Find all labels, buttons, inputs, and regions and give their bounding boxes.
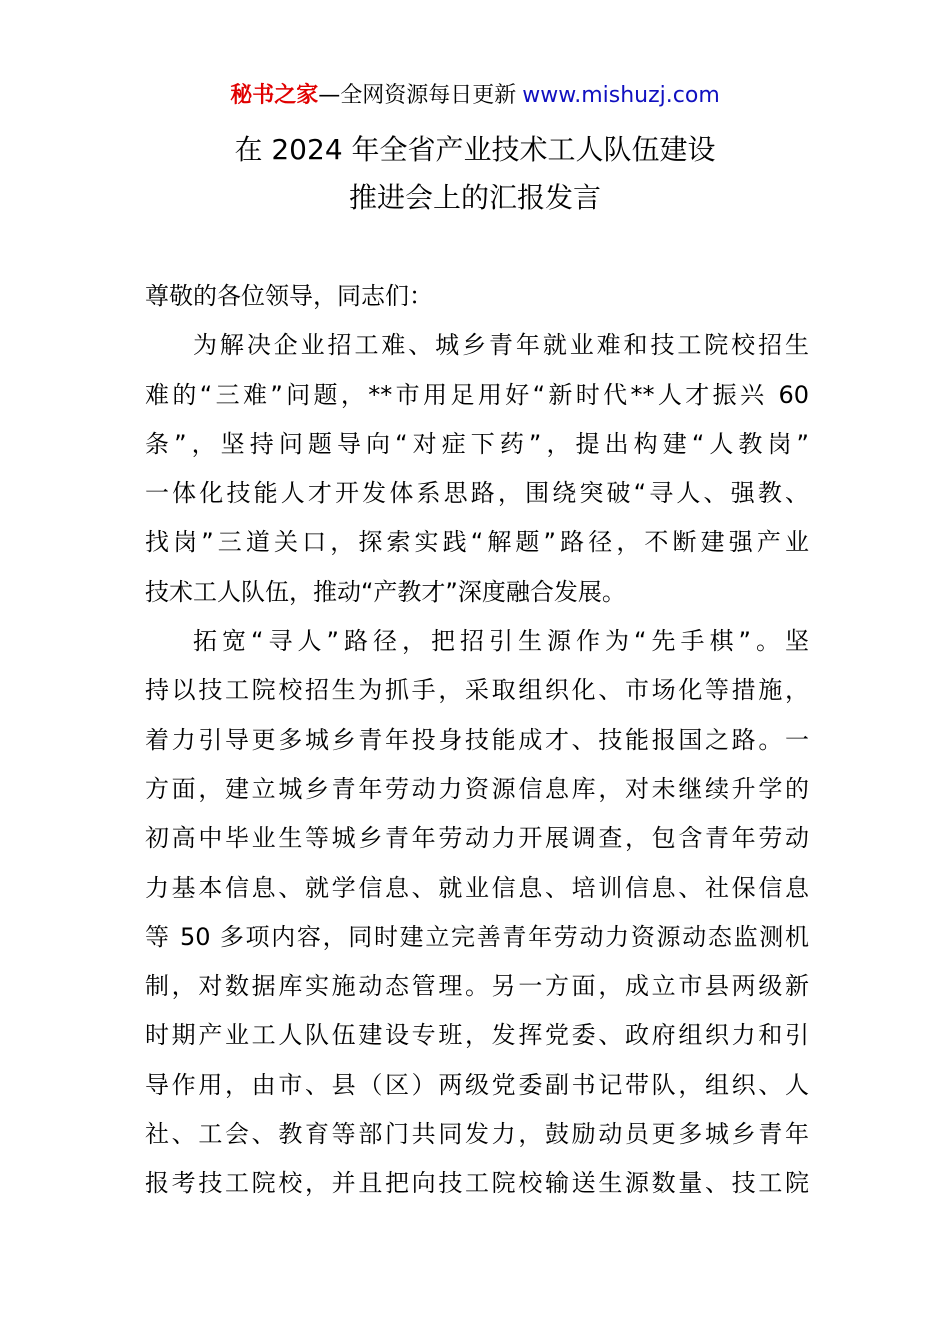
- title-line-1: 在 2024 年全省产业技术工人队伍建设: [234, 133, 716, 166]
- document-title: [0, 126, 950, 222]
- paragraph-line: 为解决企业招工难、城乡青年就业难和技工院校招生: [193, 331, 809, 360]
- document-body: [145, 272, 809, 1209]
- site-name: 秘书之家: [230, 83, 319, 108]
- paragraph-line: 拓宽“寻人”路径，把招引生源作为“先手棋”。坚: [193, 627, 809, 656]
- paragraph-line: 社、工会、教育等部门共同发力，鼓励动员更多城乡青年: [145, 1120, 809, 1149]
- paragraph-line: 技术工人队伍，推动“产教才”深度融合发展。: [145, 577, 626, 606]
- paragraph-line: 条”，坚持问题导向“对症下药”，提出构建“人教岗”: [145, 429, 809, 458]
- paragraph-line: 导作用，由市、县（区）两级党委副书记带队，组织、人: [145, 1070, 809, 1099]
- salutation: 尊敬的各位领导，同志们：: [145, 282, 433, 310]
- title-line-2: 推进会上的汇报发言: [348, 181, 601, 214]
- paragraph-line: 一体化技能人才开发体系思路，围绕突破“寻人、强教、: [145, 479, 809, 508]
- paragraph-line: 持以技工院校招生为抓手，采取组织化、市场化等措施，: [145, 676, 809, 705]
- paragraph-line: 时期产业工人队伍建设专班，发挥党委、政府组织力和引: [145, 1021, 809, 1050]
- paragraph-line: 初高中毕业生等城乡青年劳动力开展调查，包含青年劳动: [145, 824, 809, 853]
- site-header: [0, 80, 950, 112]
- paragraph-line: 报考技工院校，并且把向技工院校输送生源数量、技工院: [145, 1169, 809, 1198]
- paragraph-line: 着力引导更多城乡青年投身技能成才、技能报国之路。一: [145, 725, 809, 754]
- site-tagline: —全网资源每日更新: [318, 83, 517, 108]
- paragraph-line: 等 50 多项内容，同时建立完善青年劳动力资源动态监测机: [145, 922, 809, 951]
- paragraph-line: 找岗”三道关口，探索实践“解题”路径，不断建强产业: [145, 528, 809, 557]
- site-url-link[interactable]: www.mishuzj.com: [522, 83, 720, 108]
- paragraph-line: 制，对数据库实施动态管理。另一方面，成立市县两级新: [145, 972, 809, 1001]
- paragraph-line: 力基本信息、就学信息、就业信息、培训信息、社保信息: [145, 873, 809, 902]
- paragraph-line: 方面，建立城乡青年劳动力资源信息库，对未继续升学的: [145, 774, 809, 803]
- paragraph-line: 难的“三难”问题，**市用足用好“新时代**人才振兴 60: [145, 380, 809, 409]
